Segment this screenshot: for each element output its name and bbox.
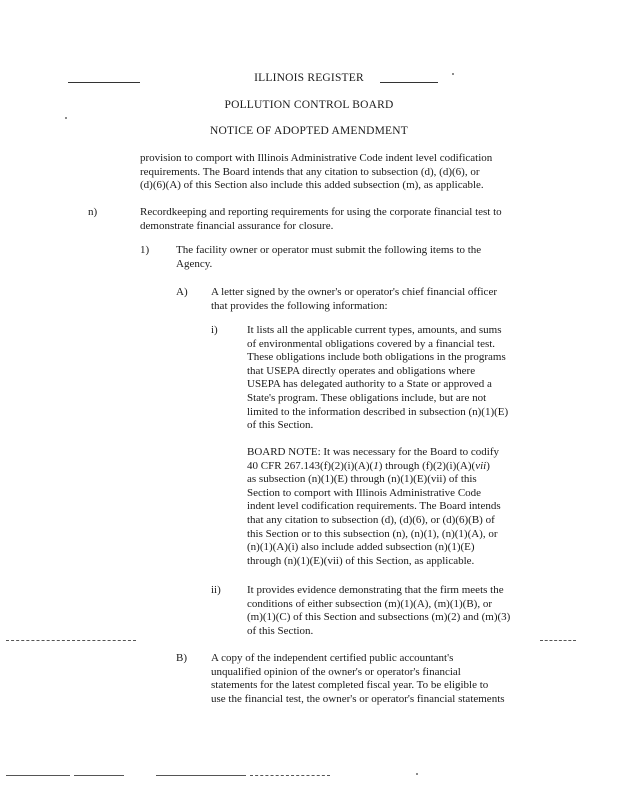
text-line: USEPA has delegated authority to a State or approved a (247, 378, 492, 391)
subsection-n1-text (176, 244, 556, 271)
board-note-line: indent level codification requirements. The Board intends (247, 500, 501, 513)
footer-rule-1 (6, 775, 70, 776)
board-note-line: that any citation to subsection (d), (d)(6), or (d)(6)(B) of (247, 513, 495, 526)
text-line: unqualified opinion of the owner's or operator's financial (211, 665, 461, 678)
notice-title: NOTICE OF ADOPTED AMENDMENT (209, 125, 409, 137)
board-note-line: this Section or to this subsection (n), (n)(1), (n)(1)(A), or (247, 527, 498, 540)
subsection-n1Ai-text (247, 324, 567, 433)
text-line: (m)(1)(C) of this Section and subsections (m)(2) and (m)(3) (247, 611, 511, 624)
board-note-citation-line (247, 460, 567, 474)
continuation-line: provision to comport with Illinois Administrative Code indent level codification (140, 152, 493, 164)
text-line: use the financial test, the owner's or operator's financial statements (211, 692, 505, 705)
citation-part: ) through (f)(2)(i)(A)( (378, 459, 476, 472)
left-margin-dash (6, 640, 136, 641)
citation-italic: 1 (373, 459, 379, 472)
text-line: that USEPA directly operates and obligations where (247, 364, 476, 377)
text-line: conditions of either subsection (m)(1)(A), (m)(1)(B), or (247, 597, 492, 610)
text-line: Recordkeeping and reporting requirements for using the corporate financial test to (140, 206, 502, 218)
scan-speck (452, 73, 454, 75)
continuation-line: requirements. The Board intends that any citation to subsection (d), (d)(6), or (140, 165, 480, 178)
text-line: It provides evidence demonstrating that the firm meets the (247, 584, 504, 596)
text-line: of this Section. (247, 419, 314, 432)
subsection-n1A-marker: A) (176, 286, 188, 298)
subsection-n-text (140, 206, 580, 233)
text-line: statements for the latest completed fiscal year. To be eligible to (211, 679, 489, 692)
register-title: ILLINOIS REGISTER (254, 72, 364, 84)
scan-speck (416, 773, 418, 775)
text-line: of environmental obligations covered by a financial test. (247, 337, 496, 350)
board-note-line: as subsection (n)(1)(E) through (n)(1)(E)(vii) of this (247, 473, 477, 486)
text-line: A copy of the independent certified public accountant's (211, 652, 454, 664)
text-line: A letter signed by the owner's or operator's chief financial officer (211, 286, 497, 298)
text-line: demonstrate financial assurance for closure. (140, 219, 334, 232)
text-line: of this Section. (247, 624, 314, 637)
footer-dash (250, 775, 330, 776)
text-line: These obligations include both obligations in the programs (247, 351, 506, 364)
text-line: State's program. These obligations include, but are not (247, 391, 487, 404)
citation-part: ) (486, 459, 490, 472)
text-line: Agency. (176, 257, 213, 270)
subsection-n1-marker: 1) (140, 244, 150, 256)
subsection-n1Ai-marker: i) (211, 324, 218, 336)
text-line: It lists all the applicable current types, amounts, and sums (247, 324, 502, 336)
text-line: limited to the information described in subsection (n)(1)(E) (247, 405, 509, 418)
right-margin-dash (540, 640, 576, 641)
board-title: POLLUTION CONTROL BOARD (224, 99, 394, 111)
continuation-paragraph (140, 152, 560, 193)
citation-italic: vii (475, 459, 487, 472)
footer-rule-3 (156, 775, 246, 776)
subsection-n1Aii-marker: ii) (211, 584, 221, 596)
continuation-line: (d)(6)(A) of this Section also include this added subsection (m), as applicable. (140, 179, 484, 192)
footer-rule-2 (74, 775, 124, 776)
board-note-line: Section to comport with Illinois Administrative Code (247, 486, 482, 499)
subsection-n1A-text (211, 286, 571, 313)
subsection-n1Aii-text (247, 584, 567, 638)
board-note-line: (n)(1)(A)(i) also include added subsection (n)(1)(E) (247, 541, 475, 554)
subsection-n-marker: n) (88, 206, 98, 218)
citation-part: 40 CFR 267.143(f)(2)(i)(A)( (247, 459, 374, 472)
subsection-n1B-marker: B) (176, 652, 187, 664)
text-line: that provides the following information: (211, 299, 388, 312)
board-note-line: BOARD NOTE: It was necessary for the Board to codify (247, 446, 500, 458)
text-line: The facility owner or operator must submit the following items to the (176, 244, 482, 256)
board-note (247, 446, 567, 568)
subsection-n1B-text (211, 652, 581, 706)
scan-speck (65, 117, 67, 119)
board-note-line: through (n)(1)(E)(vii) of this Section, as applicable. (247, 554, 475, 567)
